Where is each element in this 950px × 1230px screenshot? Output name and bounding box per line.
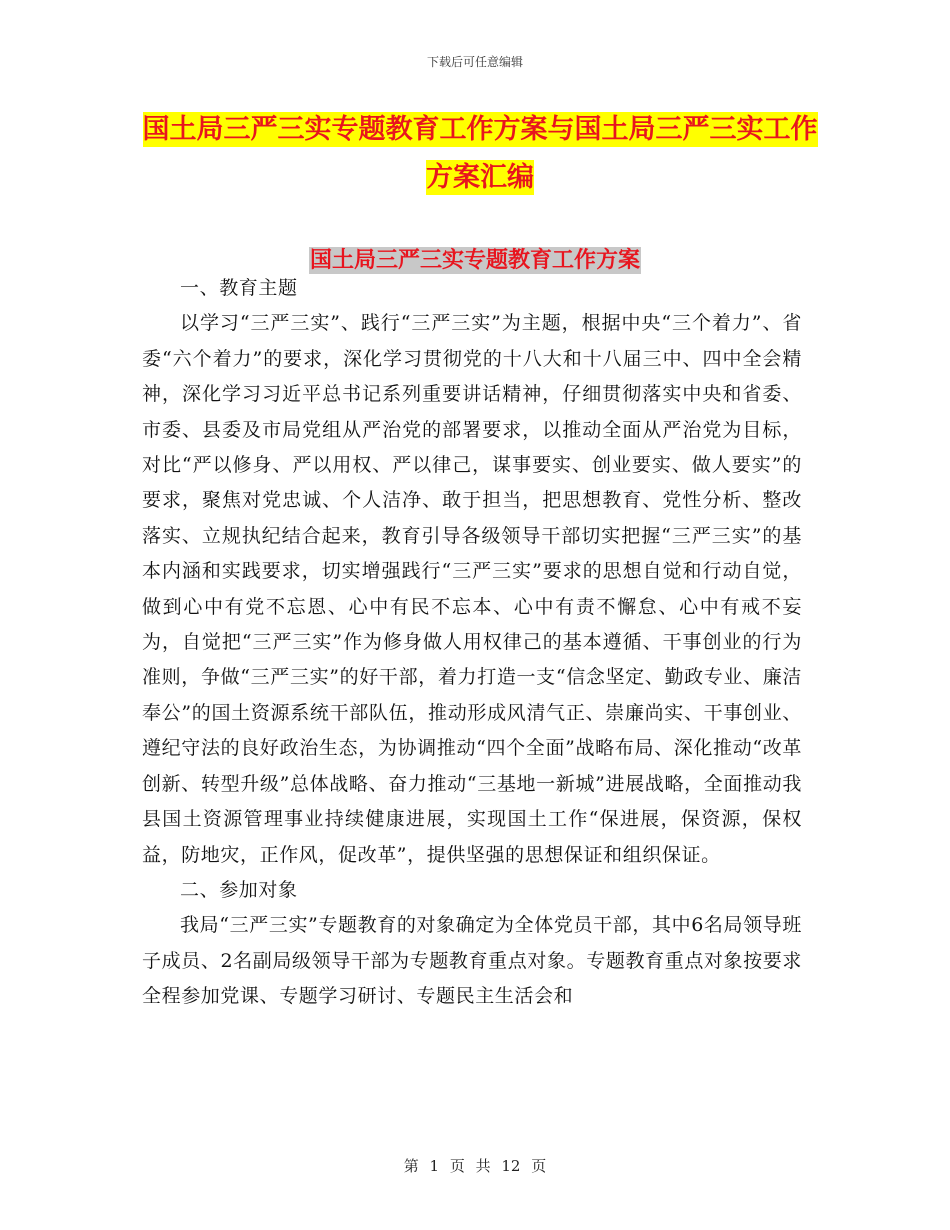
paragraph-participants: 我局“三严三实”专题教育的对象确定为全体党员干部，其中6名局领导班子成员、2名副局级领导干部为专题教育重点对象。专题教育重点对象按要求全程参加党课、专题学习研讨、专题民主生活会和	[142, 914, 802, 1008]
section-title-text: 国土局三严三实专题教育工作方案	[309, 248, 640, 273]
document-title-text: 国土局三严三实专题教育工作方案与国土局三严三实工作方案汇编	[142, 114, 818, 193]
heading-participants: 二、参加对象	[180, 878, 298, 901]
page-footer-number: 第 1 页 共 12 页	[403, 1157, 547, 1175]
document-title	[140, 106, 820, 202]
paragraph-education-theme: 以学习“三严三实”、践行“三严三实”为主题，根据中央“三个着力”、省委“六个着力”的要求，深化学习贯彻党的十八大和十八届三中、四中全会精神，深化学习习近平总书记系列重要讲话精神，仔细贯彻落实中央和省委、市委、县委及市局党组从严治党的部署要求，以推动全面从严治党为目标，对比“严以修身、严以用权、严以律己，谋事要实、创业要实、做人要实”的要求，聚焦对党忠诚、个人洁净、敢于担当，把思想教育、党性分析、整改落实、立规执纪结合起来，教育引导各级领导干部切实把握“三严三实”的基本内涵和实践要求，切实增强践行“三严三实”要求的思想自觉和行动自觉，做到心中有党不忘恩、心中有民不忘本、心中有责不懈怠、心中有戒不妄为，自觉把“三严三实”作为修身做人用权律己的基本遵循、干事创业的行为准则，争做“三严三实”的好干部，着力打造一支“信念坚定、勤政专业、廉洁奉公”的国土资源系统干部队伍，推动形成风清气正、崇廉尚实、干事创业、遵纪守法的良好政治生态，为协调推动“四个全面”战略布局、深化推动“改革创新、转型升级”总体战略、奋力推动“三基地一新城”进展战略，全面推动我县国土资源管理事业持续健康进展，实现国土工作“保进展，保资源，保权益，防地灾，正作风，促改革”，提供坚强的思想保证和组织保证。	[142, 312, 802, 866]
document-body	[142, 271, 802, 1015]
heading-education-theme: 一、教育主题	[180, 277, 298, 299]
page-header-note: 下载后可任意编辑	[426, 55, 523, 69]
